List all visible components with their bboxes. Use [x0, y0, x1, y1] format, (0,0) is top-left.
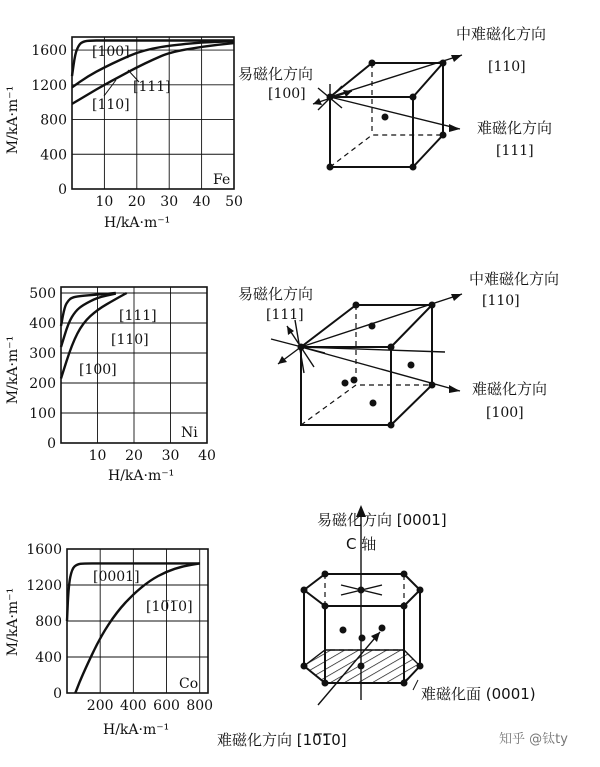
- fe-label-111: [111]: [133, 79, 171, 95]
- ni-label-110: [110]: [111, 332, 149, 348]
- co-hard-plane-label: 难磁化面 (0001): [421, 685, 536, 703]
- co-label-1010: [10̅1̅0]: [146, 599, 193, 615]
- y-tick-label: 800: [35, 614, 62, 630]
- ni-easy-label: 易磁化方向: [238, 285, 314, 303]
- x-tick-label: 10: [88, 448, 107, 464]
- ni-medium-hard-direction: [110]: [482, 293, 520, 309]
- x-tick-label: 30: [161, 448, 180, 464]
- y-tick-label: 1600: [31, 43, 67, 60]
- x-tick-label: 800: [186, 698, 214, 714]
- co-magnetization-chart: [5, 542, 213, 738]
- y-tick-label: 0: [53, 686, 62, 702]
- fe-arrow-111: [330, 97, 460, 129]
- ni-hard-label: 难磁化方向: [472, 380, 548, 398]
- co-y-axis-label: M/kA·m⁻¹: [5, 587, 21, 657]
- ni-medium-hard-label: 中难磁化方向: [469, 270, 560, 288]
- co-hexagonal-crystal: [217, 505, 536, 749]
- y-tick-label: 0: [58, 182, 67, 198]
- fe-x-axis-label: H/kA·m⁻¹: [104, 215, 171, 231]
- x-tick-label: 10: [95, 194, 114, 210]
- ni-y-axis-label: M/kA·m⁻¹: [5, 335, 21, 405]
- fe-hard-label: 难磁化方向: [477, 119, 553, 137]
- fe-medium-hard-label: 中难磁化方向: [456, 25, 547, 43]
- ni-x-axis-label: H/kA·m⁻¹: [108, 468, 175, 484]
- x-tick-label: 40: [192, 194, 211, 210]
- fe-y-axis-label: M/kA·m⁻¹: [5, 85, 21, 155]
- x-tick-label: 200: [86, 698, 114, 714]
- x-tick-label: 50: [225, 194, 243, 210]
- ni-hard-direction: [100]: [486, 405, 524, 421]
- co-easy-label: 易磁化方向 [0001]: [317, 511, 447, 529]
- ni-label-100: [100]: [79, 362, 117, 378]
- fe-label-100: [100]: [92, 44, 130, 60]
- x-tick-label: 400: [119, 698, 147, 714]
- ni-material-label: Ni: [181, 425, 198, 441]
- co-plane-leader: [413, 680, 418, 690]
- x-tick-label: 40: [198, 448, 216, 464]
- fe-material-label: Fe: [213, 172, 231, 188]
- x-tick-label: 30: [160, 194, 179, 210]
- fe-magnetization-chart: [5, 37, 243, 231]
- fe-hard-direction: [111]: [496, 143, 534, 159]
- y-tick-label: 1200: [31, 77, 67, 94]
- x-tick-label: 20: [127, 194, 146, 210]
- ni-arrow-110: [301, 294, 462, 347]
- y-tick-label: 400: [29, 316, 56, 332]
- y-tick-label: 0: [47, 436, 56, 452]
- fe-easy-label: 易磁化方向: [238, 65, 314, 83]
- y-tick-label: 300: [29, 346, 56, 362]
- y-tick-label: 1600: [26, 542, 62, 558]
- ni-cubic-crystal: [238, 270, 559, 429]
- ni-magnetization-chart: [5, 286, 216, 484]
- fe-label-110: [110]: [92, 97, 130, 113]
- y-tick-label: 400: [35, 650, 62, 666]
- co-hard-direction-label: 难磁化方向 [10̅1̅0]: [217, 731, 347, 749]
- y-tick-label: 1200: [26, 578, 62, 594]
- co-label-0001: [0001]: [93, 569, 140, 585]
- watermark: 知乎 @钛ty: [499, 732, 568, 747]
- x-tick-label: 600: [153, 698, 180, 714]
- fe-easy-direction: [100]: [268, 86, 306, 102]
- y-tick-label: 800: [40, 112, 67, 129]
- y-tick-label: 100: [29, 406, 56, 422]
- y-tick-label: 500: [29, 286, 56, 302]
- x-tick-label: 20: [125, 448, 143, 464]
- co-x-axis-label: H/kA·m⁻¹: [103, 722, 170, 738]
- co-material-label: Co: [179, 676, 199, 692]
- ni-label-111: [111]: [119, 308, 157, 324]
- fe-cubic-crystal: [238, 25, 552, 171]
- y-tick-label: 400: [40, 147, 67, 164]
- y-tick-label: 200: [29, 376, 56, 392]
- fe-medium-hard-direction: [110]: [488, 59, 526, 75]
- co-c-axis-label: C 轴: [346, 535, 377, 553]
- ni-easy-direction: [111]: [266, 307, 304, 323]
